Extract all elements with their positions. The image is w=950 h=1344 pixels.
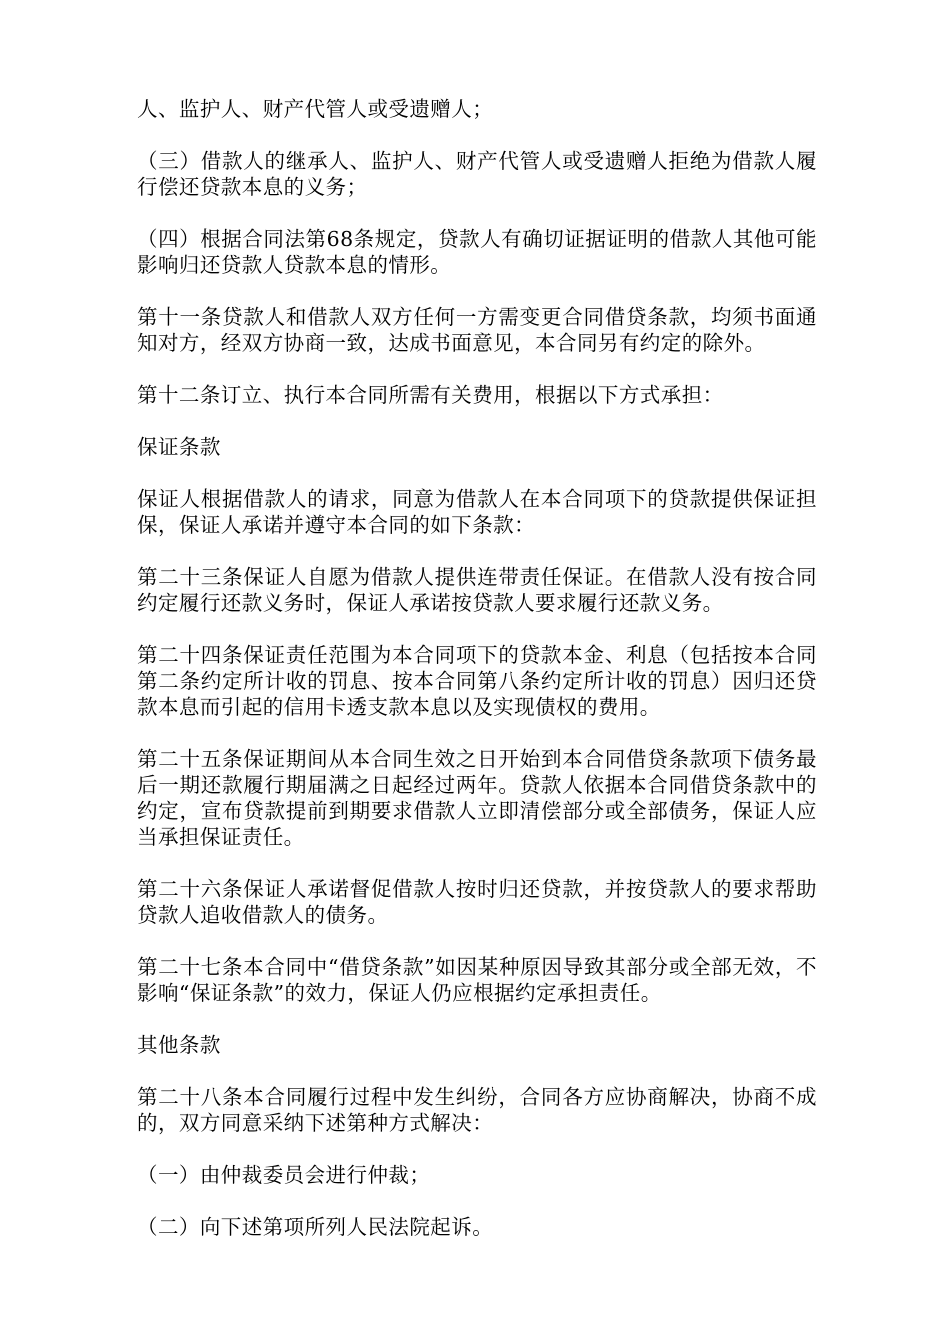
paragraph-article-28: 第二十八条本合同履行过程中发生纠纷，合同各方应协商解决，协商不成的，双方同意采纳下述第种方式解决：	[137, 1085, 817, 1135]
paragraph-item-3: （三）借款人的继承人、监护人、财产代管人或受遗赠人拒绝为借款人履行偿还贷款本息的义务；	[137, 149, 817, 199]
paragraph-article-12: 第十二条订立、执行本合同所需有关费用，根据以下方式承担：	[137, 383, 724, 407]
paragraph-article-27: 第二十七条本合同中“借贷条款”如因某种原因导致其部分或全部无效，不影响“保证条款”的效力，保证人仍应根据约定承担责任。	[137, 955, 817, 1005]
section-heading-other: 其他条款	[137, 1033, 221, 1057]
paragraph-article-11: 第十一条贷款人和借款人双方任何一方需变更合同借贷条款，均须书面通知对方，经双方协商一致，达成书面意见，本合同另有约定的除外。	[137, 305, 817, 355]
section-heading-guarantee: 保证条款	[137, 435, 221, 459]
paragraph-article-24: 第二十四条保证责任范围为本合同项下的贷款本金、利息（包括按本合同第二条约定所计收的罚息、按本合同第八条约定所计收的罚息）因归还贷款本息而引起的信用卡透支款本息以及实现债权的费用。	[137, 643, 817, 719]
paragraph-continuation: 人、监护人、财产代管人或受遗赠人；	[137, 97, 494, 121]
paragraph-item-4: （四）根据合同法第68条规定，贷款人有确切证据证明的借款人其他可能影响归还贷款人贷款本息的情形。	[137, 227, 817, 277]
document-body	[137, 96, 817, 1266]
paragraph-option-2: （二）向下述第项所列人民法院起诉。	[137, 1215, 494, 1239]
paragraph-guarantee-intro: 保证人根据借款人的请求，同意为借款人在本合同项下的贷款提供保证担保，保证人承诺并遵守本合同的如下条款：	[137, 487, 817, 537]
paragraph-article-25: 第二十五条保证期间从本合同生效之日开始到本合同借贷条款项下债务最后一期还款履行期届满之日起经过两年。贷款人依据本合同借贷条款中的约定，宣布贷款提前到期要求借款人立即清偿部分或全部债务，保证人应当承担保证责任。	[137, 747, 817, 849]
paragraph-option-1: （一）由仲裁委员会进行仲裁；	[137, 1163, 431, 1187]
paragraph-article-23: 第二十三条保证人自愿为借款人提供连带责任保证。在借款人没有按合同约定履行还款义务时，保证人承诺按贷款人要求履行还款义务。	[137, 565, 817, 615]
paragraph-article-26: 第二十六条保证人承诺督促借款人按时归还贷款，并按贷款人的要求帮助贷款人追收借款人的债务。	[137, 877, 817, 927]
